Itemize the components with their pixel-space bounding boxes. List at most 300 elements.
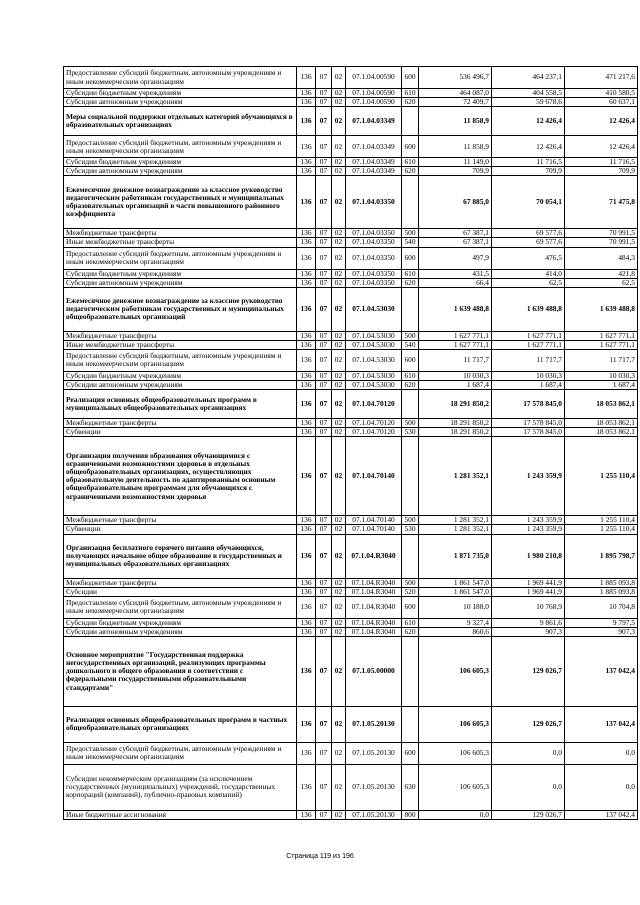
row-amount-year1: 1 687,4	[419, 381, 492, 390]
row-amount-year2: 1 243 359,9	[492, 525, 565, 534]
row-code-csr: 07.1.04.70140	[346, 525, 402, 534]
row-name: Субвенции	[64, 525, 297, 534]
row-code-csr: 07.1.05.20130	[346, 706, 402, 742]
row-code-pr: 02	[332, 89, 346, 98]
row-amount-year1: 1 861 547,0	[419, 578, 492, 587]
table-row	[64, 525, 638, 534]
row-amount-year3: 1 895 798,7	[565, 534, 638, 578]
row-name: Межбюджетные трансферты	[64, 331, 297, 340]
row-code-rz: 07	[316, 810, 332, 819]
row-name: Субсидии автономным учреждениям	[64, 167, 297, 176]
row-code-vr: 800	[402, 810, 419, 819]
row-code-pr: 02	[332, 158, 346, 167]
row-name: Субсидии автономным учреждениям	[64, 98, 297, 107]
row-name: Межбюджетные трансферты	[64, 578, 297, 587]
row-code-rz: 07	[316, 578, 332, 587]
row-code-rz: 07	[316, 67, 332, 89]
table-row	[64, 596, 638, 618]
table-row	[64, 742, 638, 764]
row-code-gr: 136	[297, 764, 316, 810]
row-code-rz: 07	[316, 331, 332, 340]
row-code-vr: 520	[402, 587, 419, 596]
row-code-csr: 07.1.04.03350	[346, 229, 402, 238]
row-code-csr: 07.1.04.03350	[346, 269, 402, 278]
row-code-gr: 136	[297, 636, 316, 706]
row-code-pr: 02	[332, 278, 346, 287]
row-code-rz: 07	[316, 428, 332, 437]
row-name: Субсидии бюджетным учреждениям	[64, 618, 297, 627]
row-amount-year3: 70 991,5	[565, 238, 638, 247]
row-amount-year2: 10 030,3	[492, 371, 565, 380]
row-code-rz: 07	[316, 107, 332, 136]
row-code-gr: 136	[297, 349, 316, 371]
row-amount-year2: 907,3	[492, 627, 565, 636]
table-row	[64, 419, 638, 428]
row-code-gr: 136	[297, 810, 316, 819]
row-code-csr: 07.1.04.03349	[346, 136, 402, 158]
row-code-rz: 07	[316, 516, 332, 525]
row-code-gr: 136	[297, 419, 316, 428]
row-code-gr: 136	[297, 390, 316, 419]
row-code-vr: 530	[402, 525, 419, 534]
row-code-gr: 136	[297, 167, 316, 176]
row-amount-year2: 12 426,4	[492, 136, 565, 158]
row-code-vr: 620	[402, 167, 419, 176]
table-row	[64, 764, 638, 810]
row-code-rz: 07	[316, 158, 332, 167]
row-code-vr: 500	[402, 331, 419, 340]
row-code-vr	[402, 437, 419, 516]
row-amount-year1: 11 149,0	[419, 158, 492, 167]
row-amount-year2: 1 243 359,9	[492, 516, 565, 525]
row-amount-year1: 9 327,4	[419, 618, 492, 627]
row-amount-year1: 67 387,1	[419, 238, 492, 247]
row-amount-year3: 9 797,5	[565, 618, 638, 627]
row-code-vr: 610	[402, 371, 419, 380]
row-amount-year1: 106 605,3	[419, 706, 492, 742]
row-code-csr: 07.1.04.03350	[346, 247, 402, 269]
table-row	[64, 247, 638, 269]
row-code-rz: 07	[316, 618, 332, 627]
row-amount-year2: 69 577,6	[492, 238, 565, 247]
row-code-csr: 07.1.04.70140	[346, 437, 402, 516]
row-code-rz: 07	[316, 371, 332, 380]
row-amount-year3: 484,3	[565, 247, 638, 269]
row-code-rz: 07	[316, 764, 332, 810]
row-code-rz: 07	[316, 390, 332, 419]
row-amount-year1: 18 291 850,2	[419, 419, 492, 428]
row-code-vr: 600	[402, 247, 419, 269]
row-amount-year1: 11 858,9	[419, 136, 492, 158]
row-amount-year3: 1 885 093,8	[565, 578, 638, 587]
row-amount-year3: 18 053 862,1	[565, 419, 638, 428]
row-amount-year2: 1 639 488,8	[492, 287, 565, 331]
row-code-gr: 136	[297, 618, 316, 627]
row-code-csr: 07.1.04.53030	[346, 349, 402, 371]
row-amount-year3: 137 042,4	[565, 706, 638, 742]
row-amount-year1: 1 627 771,1	[419, 331, 492, 340]
row-amount-year2: 17 578 845,0	[492, 390, 565, 419]
row-name: Меры социальной поддержки отдельных категорий обучающихся в образовательных организациях	[64, 107, 297, 136]
row-code-vr: 540	[402, 238, 419, 247]
table-row	[64, 534, 638, 578]
row-amount-year3: 410 580,5	[565, 89, 638, 98]
row-amount-year3: 471 217,6	[565, 67, 638, 89]
row-code-vr: 600	[402, 742, 419, 764]
row-code-pr: 02	[332, 636, 346, 706]
table-row	[64, 107, 638, 136]
row-amount-year3: 1 639 488,8	[565, 287, 638, 331]
row-amount-year3: 71 475,8	[565, 176, 638, 229]
table-row	[64, 67, 638, 89]
row-code-csr: 07.1.05.00000	[346, 636, 402, 706]
row-code-csr: 07.1.04.03349	[346, 158, 402, 167]
row-amount-year2: 129 026,7	[492, 636, 565, 706]
table-row	[64, 340, 638, 349]
row-code-vr: 610	[402, 158, 419, 167]
table-body	[64, 67, 638, 820]
row-code-pr: 02	[332, 136, 346, 158]
table-row	[64, 176, 638, 229]
row-amount-year2: 70 054,1	[492, 176, 565, 229]
table-row	[64, 371, 638, 380]
row-code-vr: 610	[402, 618, 419, 627]
row-code-rz: 07	[316, 98, 332, 107]
row-code-rz: 07	[316, 136, 332, 158]
row-code-csr: 07.1.04.53030	[346, 287, 402, 331]
row-code-gr: 136	[297, 437, 316, 516]
row-code-pr: 02	[332, 340, 346, 349]
row-code-rz: 07	[316, 706, 332, 742]
row-code-vr: 540	[402, 340, 419, 349]
row-code-gr: 136	[297, 98, 316, 107]
row-amount-year3: 10 030,3	[565, 371, 638, 380]
row-code-vr: 530	[402, 428, 419, 437]
table-row	[64, 278, 638, 287]
row-code-pr: 02	[332, 764, 346, 810]
table-row	[64, 381, 638, 390]
row-code-vr: 620	[402, 278, 419, 287]
row-code-vr: 500	[402, 516, 419, 525]
row-amount-year1: 497,9	[419, 247, 492, 269]
row-code-pr: 02	[332, 269, 346, 278]
row-amount-year2: 59 678,6	[492, 98, 565, 107]
row-code-vr	[402, 287, 419, 331]
row-amount-year3: 0,0	[565, 742, 638, 764]
row-code-gr: 136	[297, 176, 316, 229]
row-code-csr: 07.1.04.03350	[346, 238, 402, 247]
row-amount-year2: 11 717,7	[492, 349, 565, 371]
row-code-rz: 07	[316, 269, 332, 278]
row-code-csr: 07.1.04.70120	[346, 419, 402, 428]
row-code-pr: 02	[332, 176, 346, 229]
row-amount-year3: 12 426,4	[565, 136, 638, 158]
row-code-pr: 02	[332, 428, 346, 437]
row-amount-year3: 137 042,4	[565, 810, 638, 819]
row-amount-year2: 9 861,6	[492, 618, 565, 627]
row-code-vr: 500	[402, 229, 419, 238]
row-name: Субсидии автономным учреждениям	[64, 627, 297, 636]
page-footer: Страница 119 из 196	[286, 853, 354, 860]
row-code-vr	[402, 176, 419, 229]
row-amount-year2: 69 577,6	[492, 229, 565, 238]
row-code-gr: 136	[297, 627, 316, 636]
row-amount-year2: 129 026,7	[492, 810, 565, 819]
row-code-rz: 07	[316, 419, 332, 428]
row-code-vr: 630	[402, 764, 419, 810]
row-code-gr: 136	[297, 371, 316, 380]
table-row	[64, 810, 638, 819]
row-code-vr	[402, 534, 419, 578]
row-code-rz: 07	[316, 89, 332, 98]
row-name: Предоставление субсидий бюджетным, автономным учреждениям и иным некоммерческим организациям	[64, 67, 297, 89]
row-name: Ежемесячное денежное вознаграждение за классное руководство педагогическим работникам государственных и муниципальных общеобразовательных организаций	[64, 287, 297, 331]
row-code-pr: 02	[332, 390, 346, 419]
row-code-vr	[402, 107, 419, 136]
row-code-rz: 07	[316, 596, 332, 618]
row-code-pr: 02	[332, 437, 346, 516]
row-code-gr: 136	[297, 587, 316, 596]
row-amount-year1: 431,5	[419, 269, 492, 278]
row-amount-year2: 1 687,4	[492, 381, 565, 390]
table-row	[64, 89, 638, 98]
table-row	[64, 238, 638, 247]
row-amount-year2: 129 026,7	[492, 706, 565, 742]
row-name: Межбюджетные трансферты	[64, 419, 297, 428]
row-amount-year1: 1 281 352,1	[419, 437, 492, 516]
row-code-gr: 136	[297, 742, 316, 764]
row-code-csr: 07.1.04.R3040	[346, 534, 402, 578]
row-code-pr: 02	[332, 525, 346, 534]
row-amount-year3: 1 885 093,8	[565, 587, 638, 596]
row-code-pr: 02	[332, 578, 346, 587]
row-code-rz: 07	[316, 176, 332, 229]
table-row	[64, 428, 638, 437]
row-name: Субсидии бюджетным учреждениям	[64, 89, 297, 98]
table-row	[64, 587, 638, 596]
table-row	[64, 578, 638, 587]
table-row	[64, 618, 638, 627]
row-code-vr: 620	[402, 627, 419, 636]
row-name: Предоставление субсидий бюджетным, автономным учреждениям и иным некоммерческим организациям	[64, 247, 297, 269]
row-code-pr: 02	[332, 229, 346, 238]
row-name: Субсидии бюджетным учреждениям	[64, 269, 297, 278]
row-amount-year3: 18 053 862,1	[565, 390, 638, 419]
row-code-vr: 620	[402, 98, 419, 107]
row-code-gr: 136	[297, 596, 316, 618]
row-code-rz: 07	[316, 287, 332, 331]
row-name: Иные бюджетные ассигнования	[64, 810, 297, 819]
row-code-gr: 136	[297, 578, 316, 587]
row-code-rz: 07	[316, 636, 332, 706]
row-code-pr: 02	[332, 98, 346, 107]
budget-table	[63, 66, 638, 820]
row-amount-year2: 1 980 210,8	[492, 534, 565, 578]
row-amount-year1: 18 291 850,2	[419, 428, 492, 437]
row-code-vr: 500	[402, 419, 419, 428]
row-code-rz: 07	[316, 534, 332, 578]
row-code-csr: 07.1.04.R3040	[346, 587, 402, 596]
row-code-pr: 02	[332, 627, 346, 636]
row-name: Предоставление субсидий бюджетным, автономным учреждениям и иным некоммерческим организациям	[64, 349, 297, 371]
row-amount-year2: 709,9	[492, 167, 565, 176]
row-code-pr: 02	[332, 706, 346, 742]
table-row	[64, 229, 638, 238]
table-row	[64, 627, 638, 636]
table-row	[64, 331, 638, 340]
row-code-vr: 600	[402, 596, 419, 618]
row-name: Субсидии бюджетным учреждениям	[64, 158, 297, 167]
row-code-gr: 136	[297, 381, 316, 390]
row-amount-year1: 67 387,1	[419, 229, 492, 238]
row-code-gr: 136	[297, 534, 316, 578]
table-row	[64, 706, 638, 742]
row-name: Организация бесплатного горячего питания обучающихся, получающих начальное общее образование в государственных и муниципальных образовательных организациях	[64, 534, 297, 578]
row-code-rz: 07	[316, 587, 332, 596]
row-code-csr: 07.1.04.70120	[346, 428, 402, 437]
row-amount-year1: 1 627 771,1	[419, 340, 492, 349]
row-code-pr: 02	[332, 596, 346, 618]
row-code-rz: 07	[316, 525, 332, 534]
row-amount-year2: 0,0	[492, 742, 565, 764]
row-amount-year1: 18 291 850,2	[419, 390, 492, 419]
row-code-csr: 07.1.04.R3040	[346, 578, 402, 587]
row-amount-year1: 464 087,0	[419, 89, 492, 98]
row-amount-year1: 10 030,3	[419, 371, 492, 380]
row-amount-year3: 11 717,7	[565, 349, 638, 371]
row-code-vr	[402, 390, 419, 419]
row-amount-year1: 1 871 735,0	[419, 534, 492, 578]
row-name: Межбюджетные трансферты	[64, 516, 297, 525]
table-row	[64, 349, 638, 371]
row-amount-year2: 1 627 771,1	[492, 331, 565, 340]
row-code-csr: 07.1.04.R3040	[346, 618, 402, 627]
row-code-gr: 136	[297, 331, 316, 340]
row-amount-year2: 476,5	[492, 247, 565, 269]
row-code-csr: 07.1.04.70120	[346, 390, 402, 419]
row-code-gr: 136	[297, 238, 316, 247]
row-amount-year3: 1 627 771,1	[565, 340, 638, 349]
table-row	[64, 98, 638, 107]
row-code-rz: 07	[316, 229, 332, 238]
row-code-vr: 610	[402, 269, 419, 278]
row-code-csr: 07.1.04.53030	[346, 381, 402, 390]
row-code-pr: 02	[332, 742, 346, 764]
row-code-csr: 07.1.05.20130	[346, 742, 402, 764]
row-amount-year3: 60 637,1	[565, 98, 638, 107]
row-name: Субсидии	[64, 587, 297, 596]
row-code-gr: 136	[297, 269, 316, 278]
row-name: Предоставление субсидий бюджетным, автономным учреждениям и иным некоммерческим организациям	[64, 596, 297, 618]
row-code-gr: 136	[297, 229, 316, 238]
table-row	[64, 390, 638, 419]
row-amount-year1: 1 861 547,0	[419, 587, 492, 596]
row-amount-year3: 10 704,8	[565, 596, 638, 618]
row-name: Основное мероприятие "Государственная поддержка негосударственных организаций, реализующих программы дошкольного и общего образования в соответствии с федеральными государственными образовательными стандартами"	[64, 636, 297, 706]
row-code-csr: 07.1.04.00590	[346, 89, 402, 98]
row-amount-year2: 12 426,4	[492, 107, 565, 136]
row-code-csr: 07.1.04.00590	[346, 98, 402, 107]
row-amount-year2: 10 768,9	[492, 596, 565, 618]
row-amount-year2: 1 969 441,9	[492, 578, 565, 587]
row-amount-year2: 1 969 441,9	[492, 587, 565, 596]
table-row	[64, 516, 638, 525]
table-row	[64, 158, 638, 167]
row-code-pr: 02	[332, 516, 346, 525]
row-code-csr: 07.1.04.53030	[346, 371, 402, 380]
row-code-vr: 600	[402, 349, 419, 371]
row-amount-year3: 1 255 110,4	[565, 525, 638, 534]
row-amount-year1: 860,6	[419, 627, 492, 636]
row-code-csr: 07.1.04.53030	[346, 340, 402, 349]
row-amount-year1: 536 496,7	[419, 67, 492, 89]
row-amount-year3: 421,8	[565, 269, 638, 278]
row-amount-year1: 1 281 352,1	[419, 516, 492, 525]
row-code-pr: 02	[332, 247, 346, 269]
row-amount-year1: 709,9	[419, 167, 492, 176]
row-name: Организация получения образования обучающимися с ограниченными возможностями здоровья в отдельных общеобразовательных организациях, осуществляющих образовательную деятельность по адаптированным основным общеобразовательным программам для обучающихся с ограниченными возможностями здоровья	[64, 437, 297, 516]
row-code-rz: 07	[316, 742, 332, 764]
row-code-pr: 02	[332, 167, 346, 176]
row-code-csr: 07.1.04.03349	[346, 167, 402, 176]
row-code-pr: 02	[332, 67, 346, 89]
row-code-vr	[402, 706, 419, 742]
row-code-pr: 02	[332, 287, 346, 331]
row-amount-year1: 66,4	[419, 278, 492, 287]
row-code-pr: 02	[332, 107, 346, 136]
row-code-csr: 07.1.04.03350	[346, 176, 402, 229]
row-name: Предоставление субсидий бюджетным, автономным учреждениям и иным некоммерческим организациям	[64, 742, 297, 764]
row-amount-year3: 11 716,5	[565, 158, 638, 167]
row-amount-year1: 106 605,3	[419, 764, 492, 810]
row-code-rz: 07	[316, 381, 332, 390]
row-amount-year3: 709,9	[565, 167, 638, 176]
row-amount-year3: 12 426,4	[565, 107, 638, 136]
row-amount-year2: 1 243 359,9	[492, 437, 565, 516]
row-name: Субсидии некоммерческим организациям (за исключением государственных (муниципальных) учреждений, государственных корпораций (компаний), публично-правовых компаний)	[64, 764, 297, 810]
row-amount-year3: 62,5	[565, 278, 638, 287]
row-code-gr: 136	[297, 247, 316, 269]
row-amount-year3: 1 687,4	[565, 381, 638, 390]
row-amount-year1: 67 885,0	[419, 176, 492, 229]
row-code-rz: 07	[316, 167, 332, 176]
table-row	[64, 269, 638, 278]
row-amount-year2: 414,0	[492, 269, 565, 278]
row-amount-year1: 11 717,7	[419, 349, 492, 371]
row-code-gr: 136	[297, 525, 316, 534]
row-code-csr: 07.1.04.R3040	[346, 596, 402, 618]
row-amount-year3: 1 255 110,4	[565, 437, 638, 516]
row-code-gr: 136	[297, 278, 316, 287]
row-code-vr: 600	[402, 136, 419, 158]
row-code-rz: 07	[316, 247, 332, 269]
row-code-vr: 500	[402, 578, 419, 587]
row-amount-year1: 106 605,3	[419, 742, 492, 764]
row-code-gr: 136	[297, 516, 316, 525]
row-code-csr: 07.1.04.70140	[346, 516, 402, 525]
row-amount-year3: 1 255 110,4	[565, 516, 638, 525]
row-name: Ежемесячное денежное вознаграждение за классное руководство педагогическим работникам государственных и муниципальных образовательных организаций в части повышенного районного коэффициента	[64, 176, 297, 229]
row-code-pr: 02	[332, 810, 346, 819]
row-code-csr: 07.1.04.03350	[346, 278, 402, 287]
row-code-pr: 02	[332, 587, 346, 596]
row-code-csr: 07.1.04.00590	[346, 67, 402, 89]
row-name: Предоставление субсидий бюджетным, автономным учреждениям и иным некоммерческим организациям	[64, 136, 297, 158]
row-amount-year1: 0,0	[419, 810, 492, 819]
row-code-rz: 07	[316, 340, 332, 349]
row-name: Иные межбюджетные трансферты	[64, 238, 297, 247]
row-amount-year3: 70 991,5	[565, 229, 638, 238]
